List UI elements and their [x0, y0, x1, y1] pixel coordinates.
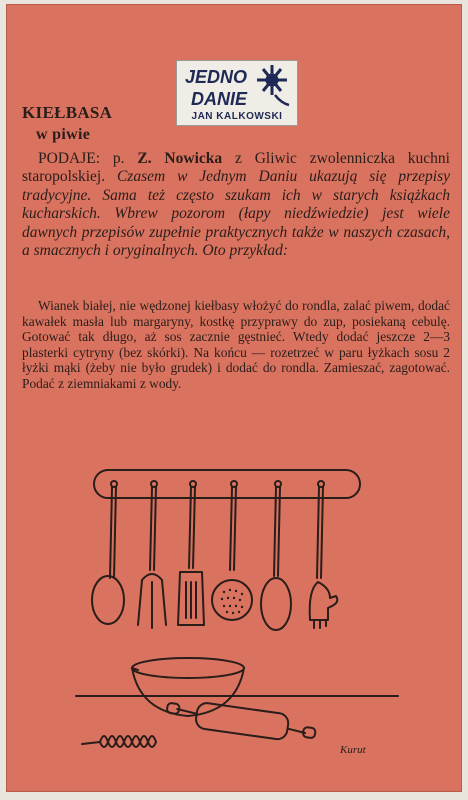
rolling-pin-icon [165, 698, 317, 745]
intro-lead: PODAJE: p. [38, 150, 125, 167]
byline: JAN KALKOWSKI [191, 111, 283, 122]
title-line-1: KIEŁBASA [22, 103, 113, 122]
kitchen-utensils-illustration [6, 460, 462, 792]
meat-fork-icon [138, 481, 166, 628]
logo-flower-icon [257, 65, 289, 105]
logo-text-top: JEDNO [185, 67, 248, 87]
slotted-spatula-icon [178, 481, 204, 625]
spoon-icon [261, 481, 291, 630]
intro-quote: Czasem w Jednym Daniu ukazują się przepisy tradycyjne. Sama też często szukam ich w starych książkach kucharskich. Wbrew pozorom (łapy niedźwiedzie) jest wiele dawnych przepisów zupełnie praktycznych także w naszych czasach, a smacznych i oryginalnych. Oto przykład: [22, 168, 450, 260]
whisk-icon [82, 736, 156, 747]
logo-text-bottom: DANIE [191, 89, 248, 109]
intro-paragraph [22, 150, 450, 260]
intro-text: z Gliwic zwolenniczka kuchni staropolskiej. [22, 150, 450, 186]
skimmer-holes [221, 589, 243, 614]
column-logo-art [177, 61, 298, 111]
title-line-2: w piwie [36, 126, 91, 143]
ladle-icon [92, 481, 124, 624]
column-logo [176, 60, 298, 126]
utensil-rail [94, 470, 360, 498]
skimmer-icon [212, 481, 252, 620]
author-name: Z. Nowicka [137, 150, 223, 167]
article-title [22, 102, 112, 146]
mixing-bowl-icon [132, 658, 244, 716]
artist-signature: Kurut [340, 744, 366, 756]
fork-hand-icon [310, 481, 338, 628]
recipe-paragraph: Wianek białej, nie wędzonej kiełbasy włożyć do rondla, zalać piwem, dodać kawałek masła lub margaryny, kostkę przyprawy do zup, posiekaną cebulę. Gotować tak długo, aż sos zacznie gęstnieć. Wtedy dodać jeszcze 2—3 plasterki cytryny (bez skórki). Na końcu — rozetrzeć w paru łyżkach sosu 2 łyżki mąki (żeby nie było grudek) i dodać do rondla. Zamieszać, zagotować. Podać z ziemniakami z wody. [22, 298, 450, 391]
